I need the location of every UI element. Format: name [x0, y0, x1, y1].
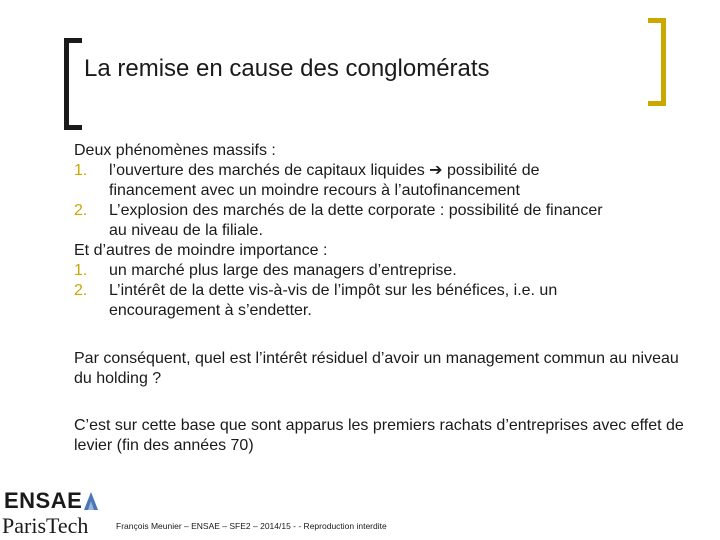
- list-number: 2.: [74, 282, 88, 299]
- footer-text: François Meunier – ENSAE – SFE2 – 2014/15 - - Reproduction interdite: [116, 521, 387, 531]
- list-item: [74, 161, 684, 201]
- right-bracket-decoration: [648, 18, 666, 106]
- list-number: 1.: [74, 162, 88, 179]
- slide-title: La remise en cause des conglomérats: [84, 55, 490, 82]
- list-item-continuation: encouragement à s’endetter.: [109, 302, 312, 319]
- list-item-continuation: financement avec un moindre recours à l’autofinancement: [109, 182, 520, 199]
- list-item-continuation: au niveau de la filiale.: [109, 222, 263, 239]
- list-item-text: un marché plus large des managers d’entreprise.: [109, 262, 457, 279]
- list-item: [74, 281, 684, 321]
- list-item: [74, 261, 684, 281]
- logo-text: ENSAE: [4, 488, 83, 513]
- paragraph: C’est sur cette base que sont apparus les premiers rachats d’entreprises avec effet de levier (fin des années 70): [74, 417, 684, 454]
- list-number: 1.: [74, 262, 88, 279]
- list-item: [74, 201, 684, 241]
- list-item-text: possibilité de: [442, 162, 540, 179]
- paragraph: Par conséquent, quel est l’intérêt résiduel d’avoir un management commun au niveau du holding ?: [74, 350, 679, 387]
- list-number: 2.: [74, 202, 88, 219]
- intro-text: Deux phénomènes massifs :: [74, 142, 276, 159]
- logo-emblem-icon: [80, 490, 102, 514]
- slide-body: [74, 141, 684, 456]
- list-item-text: l’ouverture des marchés de capitaux liquides: [109, 162, 430, 179]
- list-item-text: L’intérêt de la dette vis-à-vis de l’impôt sur les bénéfices, i.e. un: [109, 282, 558, 299]
- left-bracket-decoration: [64, 38, 82, 130]
- right-arrow-icon: ➔: [429, 162, 443, 179]
- ensae-paristech-logo: [2, 488, 106, 540]
- list-item-text: L’explosion des marchés de la dette corporate : possibilité de financer: [109, 202, 603, 219]
- intro-text: Et d’autres de moindre importance :: [74, 242, 328, 259]
- list-item-line: [109, 161, 684, 181]
- logo-text: ParisTech: [2, 513, 89, 538]
